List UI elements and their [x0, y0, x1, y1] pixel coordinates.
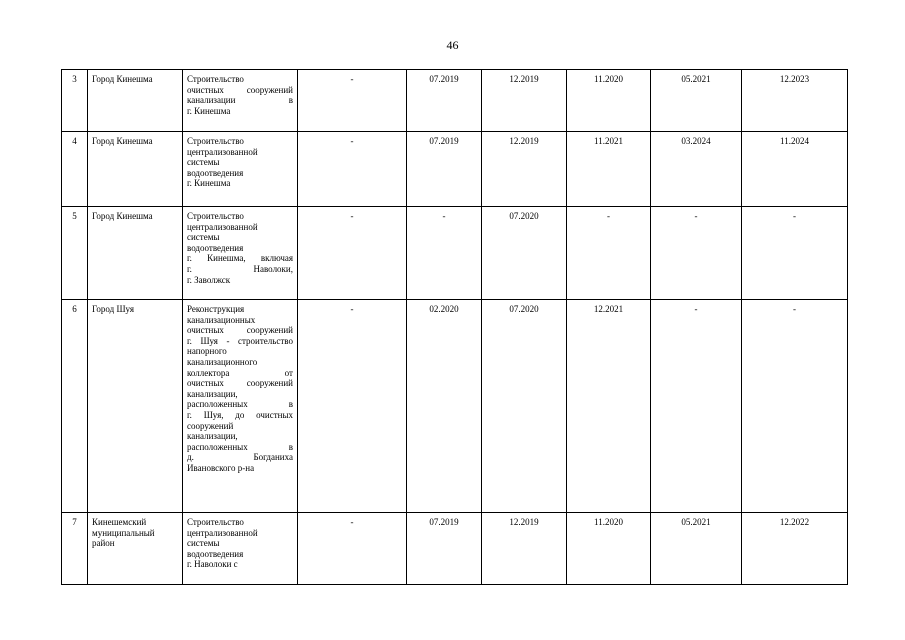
municipality-cell: Кинешемский муниципальный район [88, 513, 183, 585]
description-line: г. Кинешма, включая [187, 253, 293, 264]
date-cell-c6: - [742, 300, 848, 513]
description-line: коллектора от [187, 367, 293, 378]
description-line: канализационного [187, 356, 258, 367]
description-line: Строительство [187, 136, 244, 146]
description-line: системы [187, 232, 220, 243]
description-line: централизованной [187, 527, 258, 538]
date-cell-c1: - [298, 70, 407, 132]
date-cell-c4: - [567, 207, 651, 300]
date-cell-c5: 05.2021 [651, 513, 742, 585]
date-cell-c5: 05.2021 [651, 70, 742, 132]
description-line: расположенных в [187, 399, 293, 410]
description-line: г. Наволоки с [187, 559, 238, 570]
description-line: г. Шуя - строительство [187, 335, 293, 346]
description-line: системы [187, 157, 220, 168]
description-line: очистных сооружений [187, 84, 293, 95]
date-cell-c3: 07.2020 [482, 300, 567, 513]
date-cell-c3: 07.2020 [482, 207, 567, 300]
description-cell [183, 300, 298, 513]
description-line: канализации, [187, 431, 238, 442]
description-line: г. Кинешма [187, 178, 231, 189]
table-row [62, 70, 848, 132]
description-line: централизованной [187, 221, 258, 232]
table-body [62, 70, 848, 585]
description-line: канализации, [187, 388, 238, 399]
table-row [62, 207, 848, 300]
date-cell-c5: - [651, 300, 742, 513]
description-line: канализации в [187, 95, 293, 106]
date-cell-c3: 12.2019 [482, 132, 567, 207]
date-cell-c6: - [742, 207, 848, 300]
date-cell-c1: - [298, 207, 407, 300]
date-cell-c3: 12.2019 [482, 70, 567, 132]
municipality-cell: Город Кинешма [88, 207, 183, 300]
table-row [62, 132, 848, 207]
date-cell-c1: - [298, 300, 407, 513]
date-cell-c2: 02.2020 [407, 300, 482, 513]
date-cell-c5: 03.2024 [651, 132, 742, 207]
date-cell-c1: - [298, 132, 407, 207]
row-number-cell: 6 [62, 300, 88, 513]
date-cell-c2: 07.2019 [407, 70, 482, 132]
date-cell-c6: 12.2022 [742, 513, 848, 585]
description-cell [183, 132, 298, 207]
municipality-cell: Город Шуя [88, 300, 183, 513]
description-line: Строительство [187, 211, 244, 221]
row-number-cell: 5 [62, 207, 88, 300]
date-cell-c4: 11.2021 [567, 132, 651, 207]
row-number-cell: 4 [62, 132, 88, 207]
municipality-cell: Город Кинешма [88, 70, 183, 132]
description-line: сооружений [187, 420, 234, 431]
description-cell [183, 70, 298, 132]
description-line: напорного [187, 346, 227, 357]
description-line: г. Шуя, до очистных [187, 409, 293, 420]
description-line: Строительство [187, 74, 244, 84]
description-line: расположенных в [187, 441, 293, 452]
description-cell [183, 513, 298, 585]
description-line: Ивановского р-на [187, 462, 255, 473]
description-line: системы [187, 538, 220, 549]
date-cell-c2: 07.2019 [407, 132, 482, 207]
description-line: водоотведения [187, 167, 244, 178]
description-line: Реконструкция [187, 304, 245, 314]
page-number: 46 [446, 38, 459, 52]
date-cell-c2: - [407, 207, 482, 300]
description-line: водоотведения [187, 548, 244, 559]
description-line: очистных сооружений [187, 378, 293, 389]
row-number-cell: 3 [62, 70, 88, 132]
date-cell-c4: 12.2021 [567, 300, 651, 513]
description-line: централизованной [187, 146, 258, 157]
date-cell-c3: 12.2019 [482, 513, 567, 585]
description-line: Строительство [187, 517, 244, 527]
description-line: г. Кинешма [187, 105, 231, 116]
municipality-cell: Город Кинешма [88, 132, 183, 207]
date-cell-c4: 11.2020 [567, 70, 651, 132]
description-line: д. Богданиха [187, 452, 293, 463]
description-cell [183, 207, 298, 300]
table-row [62, 513, 848, 585]
date-cell-c4: 11.2020 [567, 513, 651, 585]
table-row [62, 300, 848, 513]
description-line: г. Наволоки, [187, 263, 293, 274]
date-cell-c6: 12.2023 [742, 70, 848, 132]
date-cell-c6: 11.2024 [742, 132, 848, 207]
date-cell-c5: - [651, 207, 742, 300]
row-number-cell: 7 [62, 513, 88, 585]
description-line: канализационных [187, 314, 256, 325]
date-cell-c1: - [298, 513, 407, 585]
schedule-table [61, 69, 848, 585]
description-line: водоотведения [187, 242, 244, 253]
description-line: очистных сооружений [187, 325, 293, 336]
description-line: г. Заволжск [187, 274, 231, 285]
date-cell-c2: 07.2019 [407, 513, 482, 585]
